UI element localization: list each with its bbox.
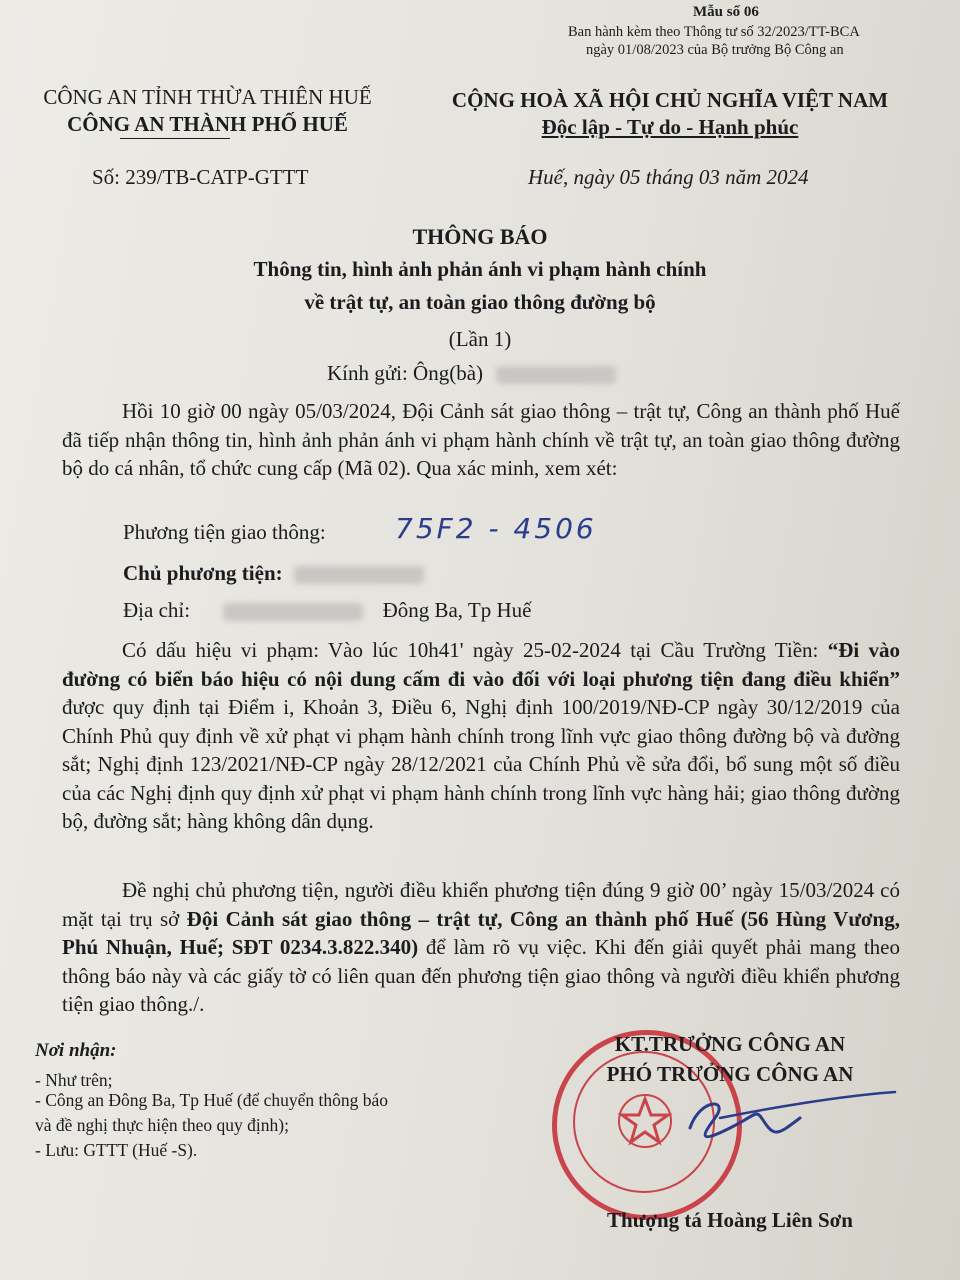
address-line: [123, 598, 532, 623]
signature-title-1: KT.TRƯỞNG CÔNG AN: [614, 1032, 846, 1056]
violation-description: “Đi vào đường có biển báo hiệu có nội dung cấm đi vào đối với loại phương tiện đang điều khiển”: [62, 638, 900, 691]
document-subtitle-1: Thông tin, hình ảnh phản ánh vi phạm hành chính: [253, 257, 707, 281]
redacted-recipient-name: [496, 366, 616, 384]
attempt-number: (Lần 1): [448, 327, 512, 351]
issued-note-line2: ngày 01/08/2023 của Bộ trưởng Bộ Công an: [586, 42, 844, 58]
redacted-owner-name: [294, 566, 424, 584]
redacted-address: [223, 603, 363, 621]
signer-name: Thượng tá Hoàng Liên Sơn: [607, 1208, 853, 1232]
recipient-label: Kính gửi: Ông(bà): [327, 361, 484, 385]
parent-agency: CÔNG AN TỈNH THỪA THIÊN HUẾ: [43, 85, 372, 109]
recipients-line-1: - Như trên;: [35, 1070, 113, 1090]
form-number: Mẫu số 06: [693, 4, 759, 20]
violation-prefix: Có dấu hiệu vi phạm: Vào lúc 10h41' ngày 25-02-2024 tại Cầu Trường Tiền:: [122, 638, 828, 662]
handwritten-license-plate: 75F2 - 4506: [395, 512, 597, 545]
address-visible: Đông Ba, Tp Huế: [382, 598, 532, 622]
issued-note-line1: Ban hành kèm theo Thông tư số 32/2023/TT-BCA: [568, 24, 860, 40]
place-date: Huế, ngày 05 tháng 03 năm 2024: [528, 165, 809, 189]
recipients-line-3: và đề nghị thực hiện theo quy định);: [35, 1115, 289, 1135]
request-paragraph: [62, 876, 900, 1019]
address-label: Địa chỉ:: [123, 598, 191, 622]
handwritten-signature: [660, 1088, 900, 1148]
recipients-heading: Nơi nhận:: [35, 1040, 117, 1061]
nation-name: CỘNG HOÀ XÃ HỘI CHỦ NGHĨA VIỆT NAM: [451, 88, 889, 112]
violation-paragraph: [62, 636, 900, 836]
intro-paragraph: Hồi 10 giờ 00 ngày 05/03/2024, Đội Cảnh sát giao thông – trật tự, Công an thành phố Huế đã tiếp nhận thông tin, hình ảnh phản ánh vi phạm hành chính về trật tự, an toàn giao thông đường bộ do cá nhân, tổ chức cung cấp (Mã 02). Qua xác minh, xem xét:: [62, 399, 900, 480]
signature-title-2: PHÓ TRƯỞNG CÔNG AN: [606, 1062, 854, 1086]
request-office: Đội Cảnh sát giao thông – trật tự, Công an thành phố Huế (56 Hùng Vương, Phú Nhuận, Huế; SĐT 0234.3.822.340): [62, 906, 900, 959]
owner-line: [123, 561, 424, 586]
national-motto: Độc lập - Tự do - Hạnh phúc: [541, 115, 799, 139]
recipients-line-2: - Công an Đông Ba, Tp Huế (để chuyển thông báo: [35, 1090, 389, 1110]
agency-underline: [120, 138, 230, 139]
issuing-unit: CÔNG AN THÀNH PHỐ HUẾ: [67, 112, 348, 136]
request-rest: để làm rõ vụ việc. Khi đến giải quyết phải mang theo thông báo này và các giấy tờ có liên quan đến phương tiện giao thông và người điều khiển phương tiện giao thông./.: [62, 935, 901, 1016]
owner-label: Chủ phương tiện:: [123, 561, 283, 585]
document-number: Số: 239/TB-CATP-GTTT: [92, 165, 309, 189]
request-prefix: Đề nghị chủ phương tiện, người điều khiển phương tiện đúng 9 giờ 00’ ngày 15/03/2024 có mặt tại trụ sở: [62, 878, 900, 931]
vehicle-label: Phương tiện giao thông:: [123, 520, 326, 544]
document-title: THÔNG BÁO: [412, 224, 548, 249]
violation-legal-basis: được quy định tại Điểm i, Khoản 3, Điều 6, Nghị định 100/2019/NĐ-CP ngày 30/12/2019 của Chính Phủ quy định về xử phạt vi phạm hành chính trong lĩnh vực giao thông đường bộ và đường sắt; Nghị định 123/2021/NĐ-CP ngày 28/12/2021 của Chính Phủ về sửa đổi, bổ sung một số điều của các Nghị định quy định xử phạt vi phạm hành chính trong lĩnh vực hàng hải; giao thông đường bộ, đường sắt; hàng không dân dụng.: [62, 695, 900, 833]
recipient-line: [327, 361, 616, 386]
document-subtitle-2: về trật tự, an toàn giao thông đường bộ: [304, 290, 656, 314]
recipients-line-4: - Lưu: GTTT (Huế -S).: [35, 1140, 198, 1160]
